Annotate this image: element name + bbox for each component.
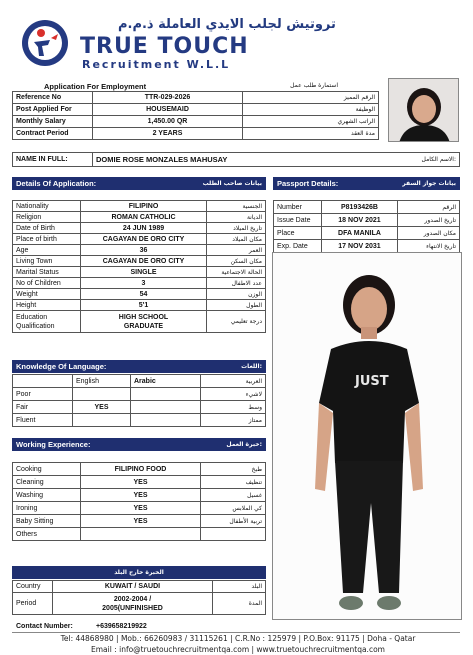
work-table [12, 462, 266, 541]
work-row [13, 528, 266, 541]
abroad-period-value-2: 2005(UNFINISHED [102, 604, 163, 612]
details-row [13, 212, 266, 223]
abroad-country-value: KUWAIT / SAUDI [53, 581, 213, 593]
work-label: Cooking [13, 463, 81, 476]
footer-contact: Tel: 44868980 | Mob.: 66260983 / 31115261 | C.R.No : 125979 | P.O.Box: 91175 | Doha - Qatar [60, 634, 416, 643]
passport-label: Number [274, 201, 322, 214]
application-label: Reference No [13, 92, 93, 104]
language-label: Fair [13, 401, 73, 414]
abroad-period-row [13, 593, 266, 615]
work-row [13, 463, 266, 476]
details-row [13, 267, 266, 278]
details-label-ar: الوزن [207, 289, 266, 300]
details-value: ROMAN CATHOLIC [81, 212, 207, 223]
application-title-ar: استمارة طلب عمل [290, 82, 338, 89]
work-label-ar [201, 528, 266, 541]
application-label: Monthly Salary [13, 116, 93, 128]
abroad-header-ar: الخبرة خارج البلد [114, 569, 164, 576]
language-label-ar: وسط [201, 401, 266, 414]
application-label-ar: مدة العقد [243, 128, 379, 140]
details-value: 54 [81, 289, 207, 300]
details-value: 3 [81, 278, 207, 289]
language-english [73, 388, 131, 401]
passport-row [274, 201, 460, 214]
work-header: Working Experience: [16, 440, 91, 449]
details-row [13, 245, 266, 256]
details-label-ar: الديانة [207, 212, 266, 223]
language-row [13, 414, 266, 427]
passport-value: P8193426B [322, 201, 398, 214]
application-value: HOUSEMAID [93, 104, 243, 116]
name-label-ar: الاسم الكامل: [393, 153, 460, 167]
passport-value: 17 NOV 2031 [322, 240, 398, 253]
contact-value: +639658219922 [96, 623, 147, 630]
brand-name: TRUE TOUCH [80, 34, 249, 59]
application-label-ar: الوظيفة [243, 104, 379, 116]
education-label-ar: درجة تعليمي [207, 311, 266, 333]
passport-label: Issue Date [274, 214, 322, 227]
details-table [12, 200, 266, 333]
application-row [13, 104, 379, 116]
details-value: CAGAYAN DE ORO CITY [81, 256, 207, 267]
work-row [13, 502, 266, 515]
passport-row [274, 227, 460, 240]
application-table [12, 91, 379, 140]
passport-row [274, 240, 460, 253]
work-value: YES [81, 489, 201, 502]
passport-label-ar: مكان الصدور [398, 227, 460, 240]
passport-header-bar [273, 177, 460, 190]
work-label-ar: طبخ [201, 463, 266, 476]
details-value: SINGLE [81, 267, 207, 278]
details-label: Religion [13, 212, 81, 223]
details-value: CAGAYAN DE ORO CITY [81, 234, 207, 245]
brand-arabic: تروتيش لجلب الايدي العاملة ذ.م.م [118, 17, 336, 32]
abroad-country-label: Country [13, 581, 53, 593]
language-label-ar: لاشيء [201, 388, 266, 401]
details-label-ar: الجنسية [207, 201, 266, 212]
language-label: Poor [13, 388, 73, 401]
work-label: Ironing [13, 502, 81, 515]
work-value: YES [81, 515, 201, 528]
footer-divider [12, 632, 460, 633]
details-label-ar: مكان السكن [207, 256, 266, 267]
details-label: Place of birth [13, 234, 81, 245]
application-title: Application For Employment [44, 82, 147, 91]
details-value: 36 [81, 245, 207, 256]
abroad-country-row [13, 581, 266, 593]
work-row [13, 515, 266, 528]
passport-header-ar: بيانات جواز السفر [402, 180, 456, 187]
brand-subtitle: Recruitment W.L.L [82, 58, 231, 71]
language-label-ar: ممتاز [201, 414, 266, 427]
work-row [13, 489, 266, 502]
abroad-period-label: Period [13, 593, 53, 615]
details-label: No of Children [13, 278, 81, 289]
details-row [13, 201, 266, 212]
education-value-2: GRADUATE [123, 322, 164, 330]
details-label-ar: الطول [207, 300, 266, 311]
application-value: TTR-029-2026 [93, 92, 243, 104]
details-row [13, 289, 266, 300]
language-label: Fluent [13, 414, 73, 427]
language-col-arabic: Arabic [131, 375, 201, 388]
language-row [13, 388, 266, 401]
language-arabic [131, 414, 201, 427]
passport-label: Place [274, 227, 322, 240]
language-table [12, 374, 266, 427]
details-label-ar: تاريخ الميلاد [207, 223, 266, 234]
education-value-1: HIGH SCHOOL [118, 313, 169, 321]
application-label-ar: الرقم المميز [243, 92, 379, 104]
details-label-ar: مكان الميلاد [207, 234, 266, 245]
passport-value: 18 NOV 2021 [322, 214, 398, 227]
details-value: FILIPINO [81, 201, 207, 212]
details-label: Nationality [13, 201, 81, 212]
application-value: 2 YEARS [93, 128, 243, 140]
language-header-ar: اللغات: [241, 363, 262, 370]
language-arabic [131, 388, 201, 401]
language-col-english: English [73, 375, 131, 388]
details-value: 5'1 [81, 300, 207, 311]
abroad-header-bar [12, 566, 266, 579]
details-label: Weight [13, 289, 81, 300]
details-label: Date of Birth [13, 223, 81, 234]
work-label: Washing [13, 489, 81, 502]
passport-label-ar: تاريخ الصدور [398, 214, 460, 227]
details-label-ar: عدد الاطفال [207, 278, 266, 289]
abroad-table [12, 580, 266, 615]
passport-label: Exp. Date [274, 240, 322, 253]
details-label: Height [13, 300, 81, 311]
name-value: DOMIE ROSE MONZALES MAHUSAY [93, 153, 393, 167]
education-label-1: Education [16, 313, 48, 321]
work-label-ar: تنظيف [201, 476, 266, 489]
details-header-ar: بيانات صاحب الطلب [202, 180, 262, 187]
details-label-ar: العمر [207, 245, 266, 256]
details-row [13, 223, 266, 234]
application-row [13, 116, 379, 128]
work-label-ar: غسيل [201, 489, 266, 502]
passport-value: DFA MANILA [322, 227, 398, 240]
contact-label: Contact Number: [16, 623, 73, 630]
work-label: Baby Sitting [13, 515, 81, 528]
application-label-ar: الراتب الشهري [243, 116, 379, 128]
work-label-ar: كي الملابس [201, 502, 266, 515]
details-row [13, 256, 266, 267]
details-row [13, 300, 266, 311]
work-value: YES [81, 502, 201, 515]
application-label: Post Applied For [13, 104, 93, 116]
shirt-print: JUST [355, 374, 389, 389]
language-header: Knowledge Of Language: [16, 362, 107, 371]
details-row [13, 278, 266, 289]
applicant-photo-full [272, 252, 462, 620]
details-header-bar [12, 177, 266, 190]
work-header-ar: خبرة العمل: [226, 441, 262, 448]
work-row [13, 476, 266, 489]
language-english [73, 414, 131, 427]
language-arabic [131, 401, 201, 414]
work-label: Cleaning [13, 476, 81, 489]
education-row [13, 311, 266, 333]
passport-label-ar: الرقم [398, 201, 460, 214]
details-header: Details Of Application: [16, 179, 97, 188]
passport-header: Passport Details: [277, 179, 339, 188]
passport-table [273, 200, 460, 253]
abroad-period-value-1: 2002-2004 / [113, 595, 152, 603]
application-row [13, 92, 379, 104]
language-row [13, 401, 266, 414]
passport-label-ar: تاريخ الانتهاء [398, 240, 460, 253]
abroad-period-ar: المدة [213, 593, 266, 615]
work-label-ar: تربية الأطفال [201, 515, 266, 528]
application-value: 1,450.00 QR [93, 116, 243, 128]
abroad-country-ar: البلد [213, 581, 266, 593]
company-logo [20, 18, 70, 68]
work-value [81, 528, 201, 541]
details-label-ar: الحالة الاجتماعية [207, 267, 266, 278]
work-header-bar [12, 438, 266, 451]
language-header-bar [12, 360, 266, 373]
passport-row [274, 214, 460, 227]
work-label: Others [13, 528, 81, 541]
work-value: YES [81, 476, 201, 489]
language-english: YES [73, 401, 131, 414]
details-label: Age [13, 245, 81, 256]
work-value: FILIPINO FOOD [81, 463, 201, 476]
education-label-2: Qualification [16, 322, 55, 330]
application-row [13, 128, 379, 140]
name-table [12, 152, 460, 167]
details-label: Living Town [13, 256, 81, 267]
details-row [13, 234, 266, 245]
language-col-ar: العربية [201, 375, 266, 388]
footer-email: Email : info@truetouchrecruitmentqa.com | www.truetouchrecruitmentqa.com [91, 645, 385, 654]
details-label: Marital Status [13, 267, 81, 278]
details-value: 24 JUN 1989 [81, 223, 207, 234]
applicant-photo-small [388, 78, 459, 142]
application-label: Contract Period [13, 128, 93, 140]
name-label: NAME IN FULL: [13, 153, 93, 167]
